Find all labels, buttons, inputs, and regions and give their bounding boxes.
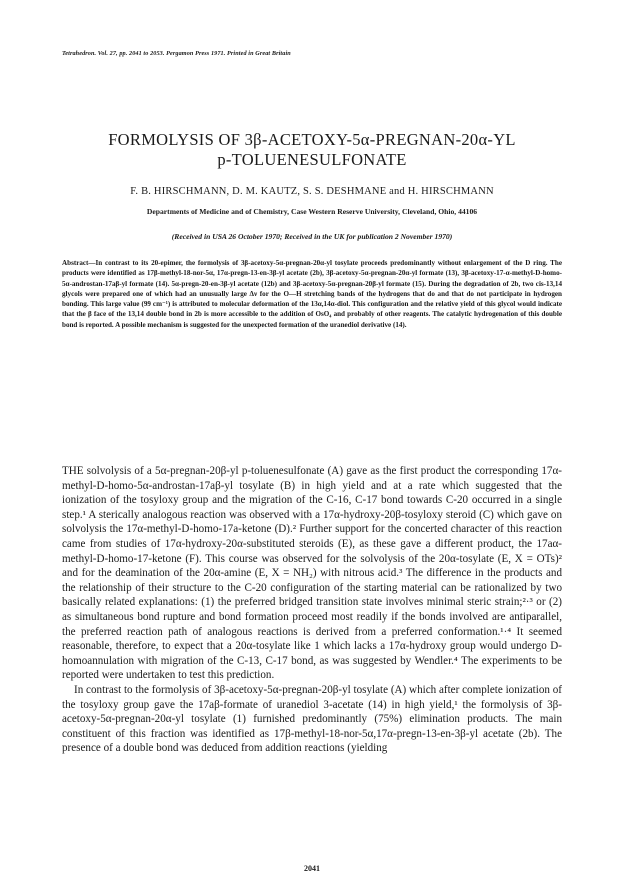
page-number: 2041	[304, 864, 320, 873]
paper-page	[62, 0, 562, 893]
authors: F. B. HIRSCHMANN, D. M. KAUTZ, S. S. DESHMANE and H. HIRSCHMANN	[130, 186, 494, 197]
body-paragraph-1: THE solvolysis of a 5α-pregnan-20β-yl p-toluenesulfonate (A) gave as the first product the corresponding 17α-methyl-D-homo-5α-androstan-17aβ-yl tosylate (B) in high yield and at a rate which suggested that the ionization of the tosyloxy group and the migration of the C-16, C-17 bond towards C-20 occurred in a single step.¹ A sterically analogous reaction was observed with a 17α-hydroxy-20β-tosyloxy steroid (C) which gave on solvolysis the 17α-methyl-D-homo-17a-ketone (D).² Further support for the concerted character of this reaction came from studies of 17α-hydroxy-20α-substituted steroids (E), as these gave a different product, the 17aα- methyl-D-homo-17-ketone (F). This course was observed for the solvolysis of the 20α-tosylate (E, X = OTs)² and for the deamination of the 20α-amine (E, X = NH₂) with nitrous acid.³ The difference in the products and the relationship of their structure to the C-20 configuration of the starting material can be rationalized by two basically related explanations: (1) the preferred bridged transition state involves minimal steric strain;²·³ or (2) as simultaneous bond rupture and bond formation proceed most readily if the bonds involved are antiparallel, the preferred reaction path of analogous reactions is derived from a preferred conformation.¹·⁴ It seemed reasonable, therefore, to expect that a 20α-tosylate like 1 which lacks a 17α-hydroxy group would undergo D-homoannulation with migration of the C-13, C-17 bond, as was suggested by Wendler.⁴ The experiments to be reported were undertaken to test this prediction.	[62, 465, 562, 682]
abstract-text: —In contrast to its 20-epimer, the formolysis of 3β-acetoxy-5α-pregnan-20α-yl tosylate proceeds predominantly without enlargement of the D ring. The products were identified as 17β-methyl-18-nor-5α, 17α-pregn-13-en-3β-yl acetate (2b), 3β-acetoxy-5α-pregnan-20α-yl formate (13), 3β-acetoxy-17-α-methyl-D-homo-5α-androstan-17aβ-yl formate (14). 5α-pregn-20-en-3β-yl acetate (12b) and 3β-acetoxy-5α-pregnan-20β-yl formate (15). During the degradation of 2b, two cis-13,14 glycols were prepared one of which had an unusually large Δν for the O—H stretching bands of the hydrogens that do and that do not participate in hydrogen bonding. This large value (99 cm⁻¹) is attributed to molecular deformation of the 13α,14α-diol. This configuration and the relative yield of this glycol would indicate that the β face of the 13,14 double bond in 2b is more accessible to the addition of OsO₄ and probably of other reagents. The catalytic hydrogenation of this double bond is reported. A possible mechanism is suggested for the unexpected formation of the uranediol derivative (14).	[62, 259, 562, 329]
title-line-1: FORMOLYSIS OF 3β-ACETOXY-5α-PREGNAN-20α-YL	[108, 130, 516, 149]
received-dates: (Received in USA 26 October 1970; Received in the UK for publication 2 November 1970)	[171, 232, 453, 241]
title-line-2: p-TOLUENESULFONATE	[217, 150, 407, 169]
running-head: Tetrahedron. Vol. 27, pp. 2041 to 2053. Pergamon Press 1971. Printed in Great Britain	[62, 50, 291, 57]
body-paragraph-2: In contrast to the formolysis of 3β-acetoxy-5α-pregnan-20β-yl tosylate (A) which after complete ionization of the tosyloxy group gave the 17aβ-formate of uranediol 3-acetate (14) in high yield,¹ the formolysis of 3β-acetoxy-5α-pregnan-20α-yl tosylate (1) furnished predominantly (75%) elimination products. The main constituent of this fraction was identified as 17β-methyl-18-nor-5α,17α-pregn-13-en-3β-yl acetate (2b). The presence of a double bond was deduced from addition reactions (yielding	[62, 683, 562, 755]
affiliation: Departments of Medicine and of Chemistry, Case Western Reserve University, Cleveland, Ohio, 44106	[146, 207, 478, 216]
abstract-label: Abstract	[62, 259, 89, 267]
paper-title	[62, 130, 562, 170]
abstract	[62, 258, 562, 330]
body-text	[62, 464, 562, 756]
